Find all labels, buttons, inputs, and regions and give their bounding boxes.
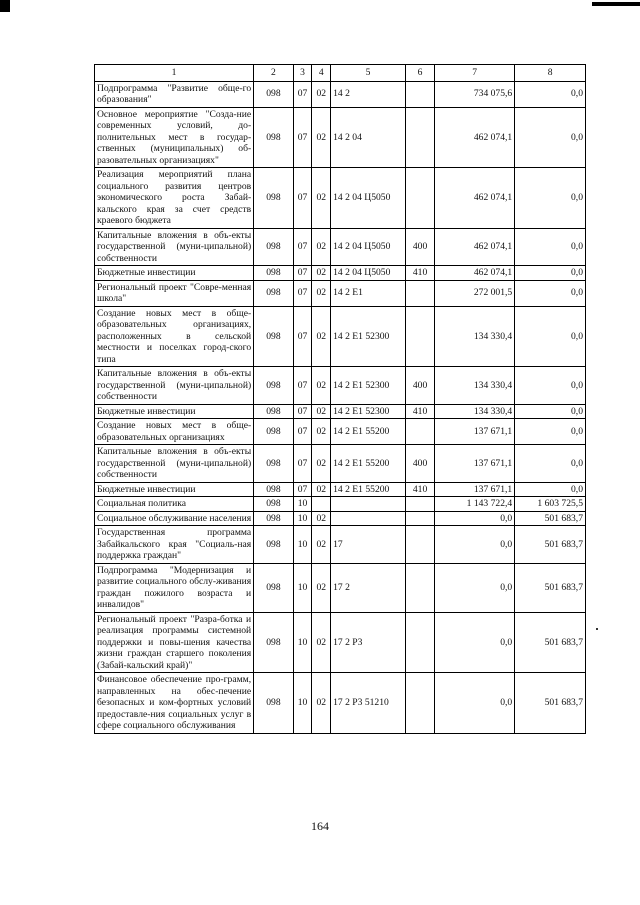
- row-value-col7-cell: 134 330,4: [435, 404, 515, 419]
- row-subsection-cell: 02: [312, 306, 331, 367]
- budget-table: [94, 64, 586, 734]
- table-row: [95, 228, 586, 266]
- table-row: [95, 482, 586, 497]
- scan-top-rule: [592, 2, 640, 6]
- row-target-article-cell: 17 2 P3: [331, 612, 406, 673]
- table-body: [95, 81, 586, 733]
- row-value-col7-cell: 462 074,1: [435, 266, 515, 281]
- row-name-cell: Региональный проект "Разра-ботка и реализация программы системной поддержки и повы-шения качества жизни граждан старшего поколения (Забай-кальский край)": [95, 612, 254, 673]
- table-row: [95, 445, 586, 483]
- row-expense-type-cell: [406, 81, 435, 107]
- row-value-col8-cell: 0,0: [515, 419, 586, 445]
- row-section-cell: 10: [293, 673, 312, 734]
- row-value-col8-cell: 1 603 725,5: [515, 497, 586, 512]
- row-expense-type-cell: [406, 526, 435, 564]
- table-row: [95, 107, 586, 168]
- row-section-cell: 10: [293, 563, 312, 612]
- row-section-cell: 07: [293, 367, 312, 405]
- row-subsection-cell: 02: [312, 81, 331, 107]
- row-value-col7-cell: 734 075,6: [435, 81, 515, 107]
- table-row: [95, 612, 586, 673]
- row-target-article-cell: [331, 511, 406, 526]
- row-target-article-cell: 14 2 E1 52300: [331, 306, 406, 367]
- row-section-cell: 07: [293, 404, 312, 419]
- row-name-cell: Региональный проект "Совре-менная школа": [95, 280, 254, 306]
- row-expense-type-cell: [406, 280, 435, 306]
- row-admin-code-cell: 098: [254, 168, 294, 229]
- row-subsection-cell: 02: [312, 612, 331, 673]
- row-value-col8-cell: 0,0: [515, 306, 586, 367]
- row-section-cell: 07: [293, 280, 312, 306]
- scan-corner-mark: [0, 0, 10, 12]
- row-expense-type-cell: [406, 511, 435, 526]
- scan-speck: [596, 628, 598, 630]
- row-target-article-cell: 14 2 04 Ц5050: [331, 266, 406, 281]
- table-row: [95, 673, 586, 734]
- row-value-col8-cell: 0,0: [515, 168, 586, 229]
- row-section-cell: 07: [293, 419, 312, 445]
- header-cell-3: 3: [293, 65, 312, 82]
- row-section-cell: 10: [293, 497, 312, 512]
- row-expense-type-cell: 400: [406, 367, 435, 405]
- row-target-article-cell: 17 2: [331, 563, 406, 612]
- row-subsection-cell: 02: [312, 419, 331, 445]
- row-value-col7-cell: 0,0: [435, 511, 515, 526]
- row-value-col8-cell: 0,0: [515, 404, 586, 419]
- row-name-cell: Создание новых мест в обще-образовательных организациях: [95, 419, 254, 445]
- row-value-col8-cell: 0,0: [515, 81, 586, 107]
- row-admin-code-cell: 098: [254, 280, 294, 306]
- row-expense-type-cell: [406, 107, 435, 168]
- row-section-cell: 07: [293, 266, 312, 281]
- table-row: [95, 306, 586, 367]
- row-expense-type-cell: [406, 168, 435, 229]
- table-row: [95, 81, 586, 107]
- row-target-article-cell: 14 2 E1 55200: [331, 482, 406, 497]
- row-subsection-cell: 02: [312, 482, 331, 497]
- row-value-col7-cell: 0,0: [435, 526, 515, 564]
- row-admin-code-cell: 098: [254, 266, 294, 281]
- row-section-cell: 10: [293, 612, 312, 673]
- row-admin-code-cell: 098: [254, 511, 294, 526]
- row-value-col8-cell: 501 683,7: [515, 563, 586, 612]
- table-row: [95, 563, 586, 612]
- row-section-cell: 07: [293, 81, 312, 107]
- row-section-cell: 10: [293, 526, 312, 564]
- row-value-col8-cell: 0,0: [515, 280, 586, 306]
- row-admin-code-cell: 098: [254, 445, 294, 483]
- row-expense-type-cell: [406, 563, 435, 612]
- row-subsection-cell: 02: [312, 563, 331, 612]
- table-row: [95, 511, 586, 526]
- table-header-row: [95, 65, 586, 82]
- page-number: 164: [311, 819, 329, 833]
- row-subsection-cell: 02: [312, 228, 331, 266]
- row-name-cell: Подпрограмма "Модернизация и развитие социального обслу-живания граждан пожилого возраста и инвалидов": [95, 563, 254, 612]
- row-name-cell: Подпрограмма "Развитие обще-го образования": [95, 81, 254, 107]
- row-name-cell: Бюджетные инвестиции: [95, 404, 254, 419]
- row-subsection-cell: 02: [312, 168, 331, 229]
- header-cell-8: 8: [515, 65, 586, 82]
- row-admin-code-cell: 098: [254, 612, 294, 673]
- row-value-col7-cell: 462 074,1: [435, 168, 515, 229]
- row-expense-type-cell: [406, 673, 435, 734]
- row-target-article-cell: 14 2 E1 55200: [331, 445, 406, 483]
- row-value-col8-cell: 0,0: [515, 228, 586, 266]
- header-cell-2: 2: [254, 65, 294, 82]
- row-name-cell: Государственная программа Забайкальского края "Социаль-ная поддержка граждан": [95, 526, 254, 564]
- row-value-col8-cell: 0,0: [515, 482, 586, 497]
- row-subsection-cell: 02: [312, 280, 331, 306]
- row-value-col7-cell: 462 074,1: [435, 228, 515, 266]
- table-row: [95, 168, 586, 229]
- header-cell-5: 5: [331, 65, 406, 82]
- row-admin-code-cell: 098: [254, 306, 294, 367]
- row-target-article-cell: 14 2: [331, 81, 406, 107]
- row-admin-code-cell: 098: [254, 526, 294, 564]
- row-target-article-cell: 14 2 04: [331, 107, 406, 168]
- row-admin-code-cell: 098: [254, 482, 294, 497]
- row-value-col8-cell: 0,0: [515, 266, 586, 281]
- row-value-col8-cell: 0,0: [515, 107, 586, 168]
- row-expense-type-cell: 410: [406, 266, 435, 281]
- table-row: [95, 419, 586, 445]
- table-row: [95, 404, 586, 419]
- row-section-cell: 07: [293, 306, 312, 367]
- row-value-col8-cell: 501 683,7: [515, 673, 586, 734]
- row-name-cell: Социальное обслуживание населения: [95, 511, 254, 526]
- row-value-col8-cell: 501 683,7: [515, 612, 586, 673]
- row-subsection-cell: 02: [312, 266, 331, 281]
- row-subsection-cell: 02: [312, 526, 331, 564]
- row-section-cell: 07: [293, 107, 312, 168]
- row-name-cell: Реализация мероприятий плана социального развития центров экономического роста Забай-кальского края за счет средств краевого бюджета: [95, 168, 254, 229]
- row-section-cell: 07: [293, 168, 312, 229]
- row-subsection-cell: 02: [312, 673, 331, 734]
- row-admin-code-cell: 098: [254, 107, 294, 168]
- row-section-cell: 07: [293, 445, 312, 483]
- row-value-col7-cell: 137 671,1: [435, 445, 515, 483]
- row-target-article-cell: 17: [331, 526, 406, 564]
- row-admin-code-cell: 098: [254, 367, 294, 405]
- row-expense-type-cell: 400: [406, 445, 435, 483]
- row-subsection-cell: 02: [312, 404, 331, 419]
- row-section-cell: 07: [293, 482, 312, 497]
- row-target-article-cell: 17 2 P3 51210: [331, 673, 406, 734]
- row-target-article-cell: [331, 497, 406, 512]
- row-subsection-cell: 02: [312, 367, 331, 405]
- row-value-col7-cell: 0,0: [435, 612, 515, 673]
- row-target-article-cell: 14 2 04 Ц5050: [331, 228, 406, 266]
- table-row: [95, 367, 586, 405]
- row-target-article-cell: 14 2 E1 55200: [331, 419, 406, 445]
- row-admin-code-cell: 098: [254, 228, 294, 266]
- header-cell-4: 4: [312, 65, 331, 82]
- table-row: [95, 526, 586, 564]
- row-name-cell: Бюджетные инвестиции: [95, 482, 254, 497]
- row-value-col7-cell: 1 143 722,4: [435, 497, 515, 512]
- row-name-cell: Капитальные вложения в объ-екты государственной (муни-ципальной) собственности: [95, 367, 254, 405]
- table-row: [95, 266, 586, 281]
- row-admin-code-cell: 098: [254, 404, 294, 419]
- row-value-col8-cell: 0,0: [515, 445, 586, 483]
- row-expense-type-cell: [406, 419, 435, 445]
- row-subsection-cell: 02: [312, 511, 331, 526]
- row-expense-type-cell: [406, 306, 435, 367]
- row-value-col8-cell: 0,0: [515, 367, 586, 405]
- row-value-col7-cell: 134 330,4: [435, 306, 515, 367]
- row-expense-type-cell: [406, 497, 435, 512]
- row-section-cell: 07: [293, 228, 312, 266]
- row-admin-code-cell: 098: [254, 81, 294, 107]
- row-admin-code-cell: 098: [254, 419, 294, 445]
- row-value-col7-cell: 272 001,5: [435, 280, 515, 306]
- row-subsection-cell: [312, 497, 331, 512]
- row-target-article-cell: 14 2 E1 52300: [331, 367, 406, 405]
- row-admin-code-cell: 098: [254, 673, 294, 734]
- row-name-cell: Социальная политика: [95, 497, 254, 512]
- row-value-col7-cell: 134 330,4: [435, 367, 515, 405]
- row-target-article-cell: 14 2 E1: [331, 280, 406, 306]
- header-cell-7: 7: [435, 65, 515, 82]
- row-value-col8-cell: 501 683,7: [515, 526, 586, 564]
- row-subsection-cell: 02: [312, 445, 331, 483]
- header-cell-1: 1: [95, 65, 254, 82]
- row-expense-type-cell: 410: [406, 404, 435, 419]
- row-target-article-cell: 14 2 E1 52300: [331, 404, 406, 419]
- row-value-col7-cell: 462 074,1: [435, 107, 515, 168]
- row-value-col7-cell: 137 671,1: [435, 482, 515, 497]
- row-value-col7-cell: 0,0: [435, 673, 515, 734]
- row-name-cell: Создание новых мест в обще-образовательных организациях, расположенных в сельской местности и поселках город-ского типа: [95, 306, 254, 367]
- row-admin-code-cell: 098: [254, 497, 294, 512]
- row-section-cell: 10: [293, 511, 312, 526]
- row-name-cell: Основное мероприятие "Созда-ние современных условий, до-полнительных мест в государ-ственных (муниципальных) об-разовательных организациях": [95, 107, 254, 168]
- row-name-cell: Бюджетные инвестиции: [95, 266, 254, 281]
- row-target-article-cell: 14 2 04 Ц5050: [331, 168, 406, 229]
- row-expense-type-cell: 400: [406, 228, 435, 266]
- row-value-col7-cell: 137 671,1: [435, 419, 515, 445]
- table-row: [95, 497, 586, 512]
- row-value-col7-cell: 0,0: [435, 563, 515, 612]
- row-value-col8-cell: 501 683,7: [515, 511, 586, 526]
- row-expense-type-cell: 410: [406, 482, 435, 497]
- row-subsection-cell: 02: [312, 107, 331, 168]
- row-name-cell: Капитальные вложения в объ-екты государственной (муни-ципальной) собственности: [95, 228, 254, 266]
- row-name-cell: Капитальные вложения в объ-екты государственной (муни-ципальной) собственности: [95, 445, 254, 483]
- row-expense-type-cell: [406, 612, 435, 673]
- table-row: [95, 280, 586, 306]
- row-name-cell: Финансовое обеспечение про-грамм, направленных на обес-печение безопасных и ком-фортных условий предоставле-ния социальных услуг в сфере социального обслуживания: [95, 673, 254, 734]
- row-admin-code-cell: 098: [254, 563, 294, 612]
- header-cell-6: 6: [406, 65, 435, 82]
